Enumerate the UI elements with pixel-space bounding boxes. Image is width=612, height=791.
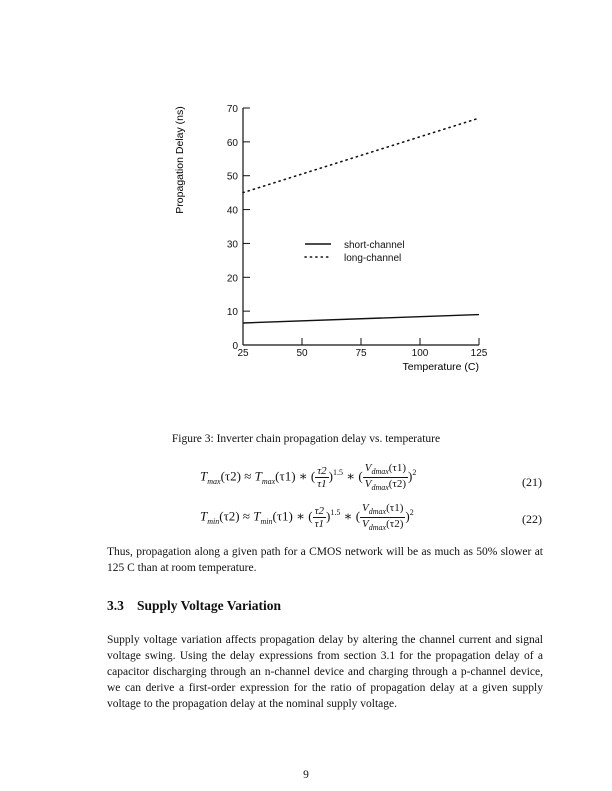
legend-label-short-channel: short-channel — [344, 240, 405, 251]
y-tick-label: 70 — [226, 104, 238, 115]
figure-caption: Figure 3: Inverter chain propagation delay vs. temperature — [171, 433, 441, 445]
y-axis-label: Propagation Delay (ns) — [174, 106, 186, 214]
y-tick-label: 0 — [232, 341, 238, 352]
y-tick-label: 50 — [226, 171, 238, 183]
series-line-short-channel — [243, 315, 479, 323]
paragraph-supply-voltage: Supply voltage variation affects propagation delay by altering the channel current and signal voltage swing. Using the delay expressions from section 3.1 for the propagation delay of a capacitor discharging through an n-channel device and charging through a p-channel device, we can derive a first-order expression for the ratio of propagation delay at a given supply voltage to the propagation delay at the nominal supply voltage. — [107, 634, 543, 710]
x-tick-label: 100 — [411, 348, 429, 359]
equation-number-22: (22) — [522, 512, 542, 526]
y-tick-label: 20 — [226, 273, 238, 285]
y-tick-label: 60 — [226, 137, 238, 149]
section-number: 3.3 — [107, 598, 124, 613]
page-number: 9 — [303, 769, 309, 781]
y-tick-label: 30 — [226, 239, 238, 251]
x-axis-label: Temperature (C) — [402, 361, 479, 373]
equation-22: $T_{min}(\tau 2) \approx T_{min}(\tau 1)$ ∗ ( $\frac{\tau 2}{\tau 1}$ )$^{1.5}$ ∗ ( $\frac{V_{dmax}(\tau 1)}{V_{dmax}(\tau 2)}$ )$^2$ — [200, 502, 414, 533]
section-title: Supply Voltage Variation — [137, 598, 282, 613]
y-tick-label: 10 — [226, 307, 238, 319]
section-heading — [107, 598, 281, 614]
x-tick-label: 50 — [296, 348, 308, 359]
legend-label-long-channel: long-channel — [344, 253, 402, 264]
x-tick-label: 25 — [237, 348, 249, 359]
paragraph-temperature-conclusion: Thus, propagation along a given path for a CMOS network will be as much as 50% slower at 125 C than at room temperature. — [107, 546, 543, 574]
equation-number-21: (21) — [522, 475, 542, 489]
equation-21: $T_{max}(\tau 2) \approx T_{max}(\tau 1)$ ∗ ( $\frac{\tau 2}{\tau 1}$ )$^{1.5}$ ∗ ( $\frac{V_{dmax}(\tau 1)}{V_{dmax}(\tau 2)}$ )$^2$ — [200, 462, 417, 493]
series-line-long-channel — [243, 118, 479, 192]
y-tick-label: 40 — [226, 205, 238, 217]
x-tick-label: 75 — [355, 348, 367, 359]
x-tick-label: 125 — [470, 348, 488, 359]
